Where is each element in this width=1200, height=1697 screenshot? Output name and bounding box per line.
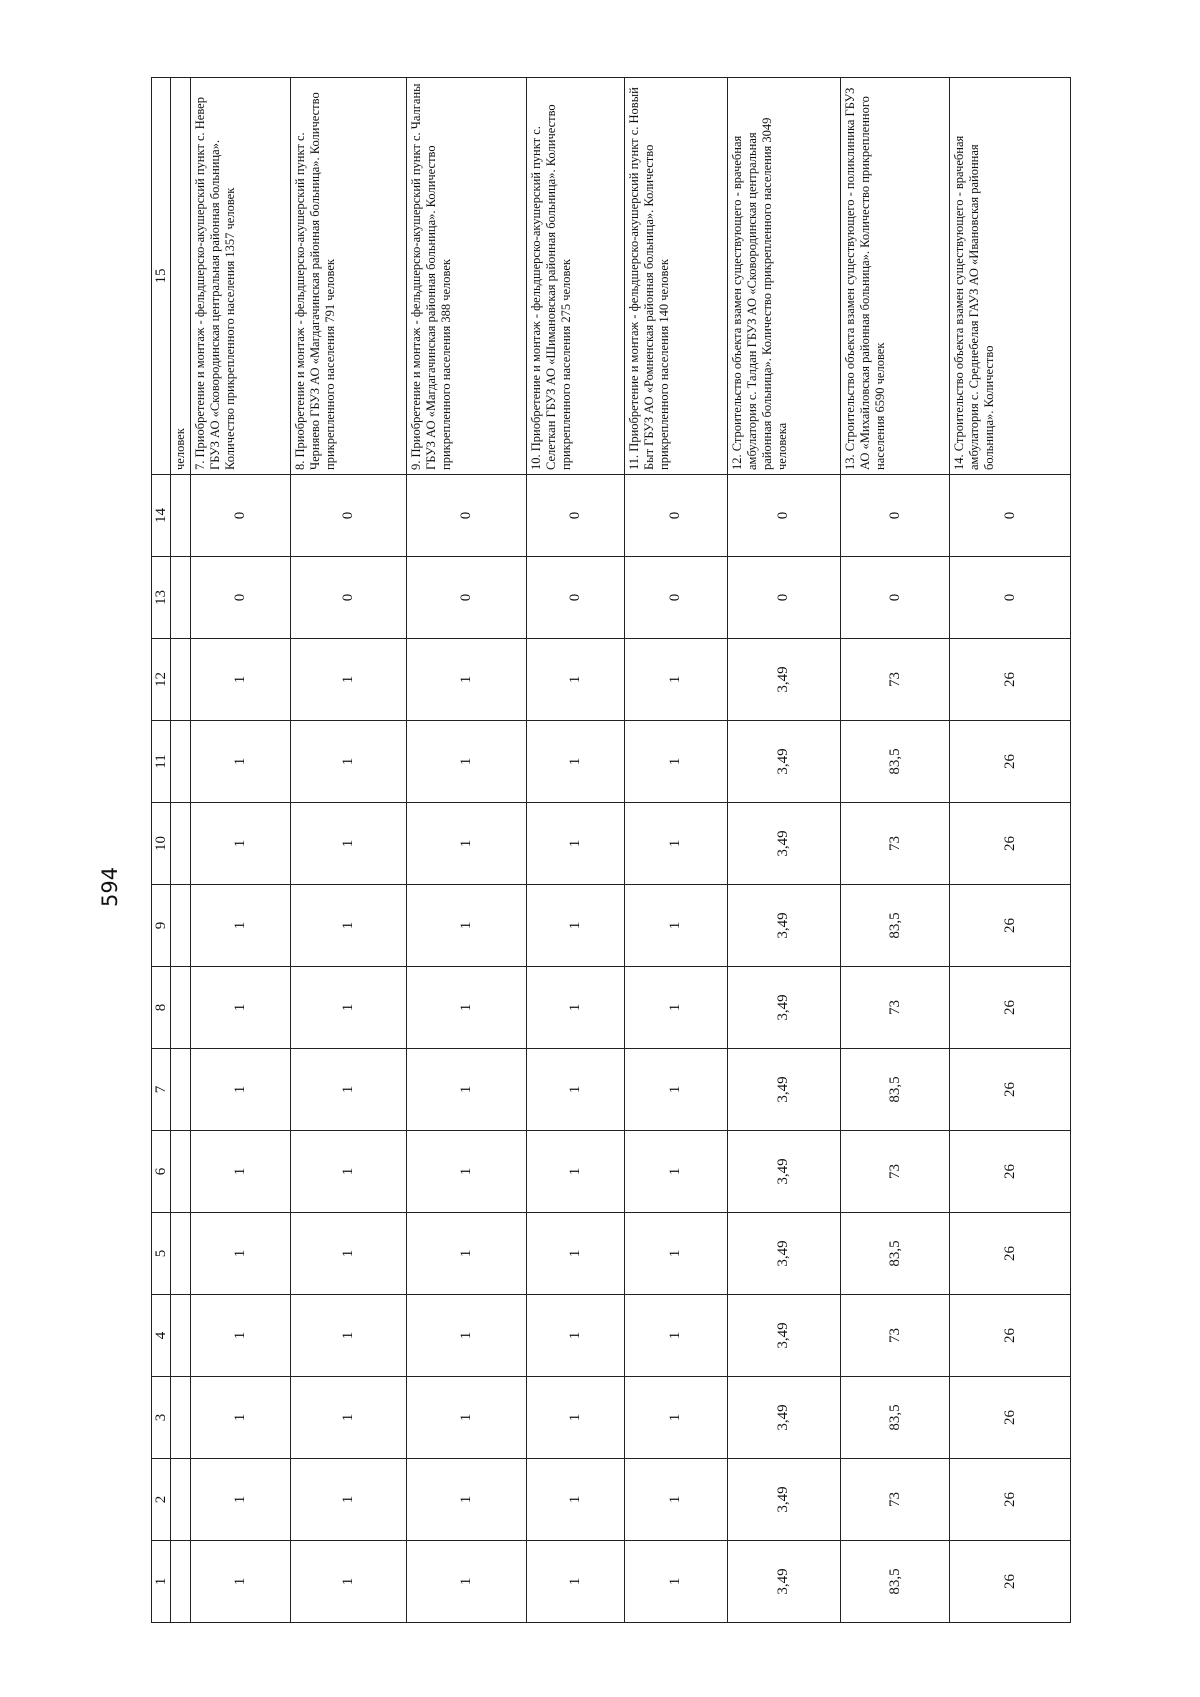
header-row [152, 78, 171, 1623]
value-cell: 1 [406, 721, 527, 803]
value-cell: 83,5 [841, 721, 950, 803]
value-cell: 0 [950, 557, 1071, 639]
value-cell: 1 [406, 639, 527, 721]
value-cell: 1 [527, 1049, 624, 1131]
value-cell: 0 [950, 475, 1071, 557]
value-cell: 1 [406, 1213, 527, 1295]
value-cell: 1 [624, 1131, 727, 1213]
value-cell: 83,5 [841, 1377, 950, 1459]
value-cell: 1 [624, 803, 727, 885]
value-cell: 3,49 [727, 1213, 840, 1295]
value-cell: 0 [841, 557, 950, 639]
value-cell: 1 [624, 885, 727, 967]
empty-cell [171, 803, 191, 885]
value-cell: 26 [950, 1213, 1071, 1295]
column-header: 8 [152, 967, 171, 1049]
value-cell: 0 [191, 557, 290, 639]
table-row [290, 78, 406, 1623]
continuation-text: человек [171, 78, 191, 475]
value-cell: 73 [841, 967, 950, 1049]
column-header: 4 [152, 1295, 171, 1377]
empty-cell [171, 1213, 191, 1295]
table-row [406, 78, 527, 1623]
empty-cell [171, 557, 191, 639]
value-cell: 0 [727, 475, 840, 557]
table-row [191, 78, 290, 1623]
value-cell: 83,5 [841, 885, 950, 967]
empty-cell [171, 1459, 191, 1541]
empty-cell [171, 475, 191, 557]
description-cell: 12. Строительство объекта взамен существующего - врачебная амбулатория с. Талдан ГБУЗ АО «Сковородинская центральная районная больница». Количество прикрепленного населения 3049 человека [727, 78, 840, 475]
column-header: 9 [152, 885, 171, 967]
value-cell: 1 [191, 1295, 290, 1377]
value-cell: 1 [406, 1295, 527, 1377]
table-row [950, 78, 1071, 1623]
value-cell: 83,5 [841, 1541, 950, 1623]
value-cell: 26 [950, 1459, 1071, 1541]
value-cell: 26 [950, 967, 1071, 1049]
value-cell: 1 [290, 721, 406, 803]
empty-cell [171, 967, 191, 1049]
value-cell: 1 [191, 721, 290, 803]
value-cell: 3,49 [727, 967, 840, 1049]
value-cell: 1 [527, 885, 624, 967]
value-cell: 26 [950, 1049, 1071, 1131]
value-cell: 1 [624, 1541, 727, 1623]
column-header: 11 [152, 721, 171, 803]
value-cell: 1 [624, 1377, 727, 1459]
value-cell: 1 [624, 1459, 727, 1541]
value-cell: 0 [290, 557, 406, 639]
value-cell: 3,49 [727, 1541, 840, 1623]
empty-cell [171, 1377, 191, 1459]
column-header: 2 [152, 1459, 171, 1541]
value-cell: 0 [624, 475, 727, 557]
value-cell: 1 [290, 639, 406, 721]
value-cell: 1 [406, 803, 527, 885]
value-cell: 1 [406, 967, 527, 1049]
data-table [151, 77, 1071, 1623]
value-cell: 73 [841, 639, 950, 721]
value-cell: 1 [290, 885, 406, 967]
column-header: 12 [152, 639, 171, 721]
value-cell: 3,49 [727, 1377, 840, 1459]
description-cell: 13. Строительство объекта взамен существующего - поликлиника ГБУЗ АО «Михайловская районная больница». Количество прикрепленного населения 6590 человек [841, 78, 950, 475]
value-cell: 1 [527, 967, 624, 1049]
value-cell: 0 [527, 557, 624, 639]
value-cell: 1 [191, 1049, 290, 1131]
empty-cell [171, 639, 191, 721]
value-cell: 1 [290, 967, 406, 1049]
column-header: 13 [152, 557, 171, 639]
empty-cell [171, 721, 191, 803]
value-cell: 1 [290, 1459, 406, 1541]
value-cell: 1 [527, 639, 624, 721]
continuation-row [171, 78, 191, 1623]
value-cell: 1 [624, 1213, 727, 1295]
value-cell: 1 [290, 803, 406, 885]
value-cell: 26 [950, 1377, 1071, 1459]
description-cell: 10. Приобретение и монтаж - фельдшерско-акушерский пункт с. Селеткан ГБУЗ АО «Шимановская районная больница». Количество прикрепленного населения 275 человек [527, 78, 624, 475]
value-cell: 26 [950, 1541, 1071, 1623]
value-cell: 1 [624, 1295, 727, 1377]
value-cell: 3,49 [727, 803, 840, 885]
value-cell: 0 [527, 475, 624, 557]
value-cell: 0 [406, 557, 527, 639]
value-cell: 1 [290, 1131, 406, 1213]
value-cell: 1 [527, 1377, 624, 1459]
value-cell: 1 [624, 639, 727, 721]
value-cell: 1 [624, 721, 727, 803]
value-cell: 83,5 [841, 1213, 950, 1295]
value-cell: 26 [950, 1295, 1071, 1377]
value-cell: 1 [527, 1131, 624, 1213]
column-header: 1 [152, 1541, 171, 1623]
value-cell: 1 [191, 639, 290, 721]
value-cell: 73 [841, 1131, 950, 1213]
value-cell: 1 [406, 1131, 527, 1213]
value-cell: 1 [527, 1213, 624, 1295]
value-cell: 26 [950, 803, 1071, 885]
value-cell: 26 [950, 885, 1071, 967]
column-header: 3 [152, 1377, 171, 1459]
value-cell: 83,5 [841, 1049, 950, 1131]
value-cell: 1 [406, 1377, 527, 1459]
value-cell: 1 [527, 1295, 624, 1377]
value-cell: 1 [191, 1377, 290, 1459]
value-cell: 1 [290, 1295, 406, 1377]
value-cell: 1 [191, 967, 290, 1049]
value-cell: 3,49 [727, 885, 840, 967]
empty-cell [171, 1049, 191, 1131]
value-cell: 1 [527, 721, 624, 803]
empty-cell [171, 1541, 191, 1623]
value-cell: 1 [527, 803, 624, 885]
value-cell: 3,49 [727, 639, 840, 721]
value-cell: 1 [191, 803, 290, 885]
value-cell: 3,49 [727, 1049, 840, 1131]
value-cell: 1 [406, 885, 527, 967]
value-cell: 1 [290, 1541, 406, 1623]
value-cell: 26 [950, 639, 1071, 721]
value-cell: 0 [727, 557, 840, 639]
value-cell: 1 [191, 1541, 290, 1623]
description-cell: 11. Приобретение и монтаж - фельдшерско-акушерский пункт с. Новый Быт ГБУЗ АО «Ромненская районная больница». Количество прикрепленного населения 140 человек [624, 78, 727, 475]
column-header: 6 [152, 1131, 171, 1213]
value-cell: 1 [527, 1541, 624, 1623]
value-cell: 1 [191, 1213, 290, 1295]
empty-cell [171, 1131, 191, 1213]
value-cell: 0 [191, 475, 290, 557]
table-row [841, 78, 950, 1623]
column-header: 14 [152, 475, 171, 557]
value-cell: 1 [290, 1049, 406, 1131]
value-cell: 1 [290, 1213, 406, 1295]
value-cell: 1 [191, 1131, 290, 1213]
value-cell: 1 [624, 967, 727, 1049]
description-cell: 14. Строительство объекта взамен существующего - врачебная амбулатория с. Среднебелая ГАУЗ АО «Ивановская районная больница». Количество [950, 78, 1071, 475]
value-cell: 3,49 [727, 1295, 840, 1377]
description-cell: 9. Приобретение и монтаж - фельдшерско-акушерский пункт с. Чалганы ГБУЗ АО «Магдагачинская районная больница». Количество прикрепленного населения 388 человек [406, 78, 527, 475]
value-cell: 3,49 [727, 1459, 840, 1541]
description-cell: 8. Приобретение и монтаж - фельдшерско-акушерский пункт с. Черняево ГБУЗ АО «Магдагачинская районная больница». Количество прикрепленного населения 791 человек [290, 78, 406, 475]
rotated-table-container [151, 78, 1071, 1623]
value-cell: 26 [950, 1131, 1071, 1213]
description-cell: 7. Приобретение и монтаж - фельдшерско-акушерский пункт с. Невер ГБУЗ АО «Сковородинская центральная районная больница». Количество прикрепленного населения 1357 человек [191, 78, 290, 475]
value-cell: 1 [191, 1459, 290, 1541]
column-header: 15 [152, 78, 171, 475]
value-cell: 1 [290, 1377, 406, 1459]
column-header: 5 [152, 1213, 171, 1295]
value-cell: 0 [290, 475, 406, 557]
value-cell: 0 [624, 557, 727, 639]
page-number: 594 [98, 866, 122, 907]
value-cell: 1 [624, 1049, 727, 1131]
value-cell: 3,49 [727, 1131, 840, 1213]
value-cell: 73 [841, 803, 950, 885]
value-cell: 73 [841, 1295, 950, 1377]
value-cell: 26 [950, 721, 1071, 803]
column-header: 10 [152, 803, 171, 885]
value-cell: 1 [406, 1541, 527, 1623]
table-row [624, 78, 727, 1623]
column-header: 7 [152, 1049, 171, 1131]
value-cell: 1 [406, 1459, 527, 1541]
value-cell: 1 [191, 885, 290, 967]
value-cell: 0 [841, 475, 950, 557]
empty-cell [171, 885, 191, 967]
value-cell: 1 [527, 1459, 624, 1541]
value-cell: 73 [841, 1459, 950, 1541]
value-cell: 1 [406, 1049, 527, 1131]
empty-cell [171, 1295, 191, 1377]
table-row [727, 78, 840, 1623]
value-cell: 3,49 [727, 721, 840, 803]
value-cell: 0 [406, 475, 527, 557]
table-row [527, 78, 624, 1623]
